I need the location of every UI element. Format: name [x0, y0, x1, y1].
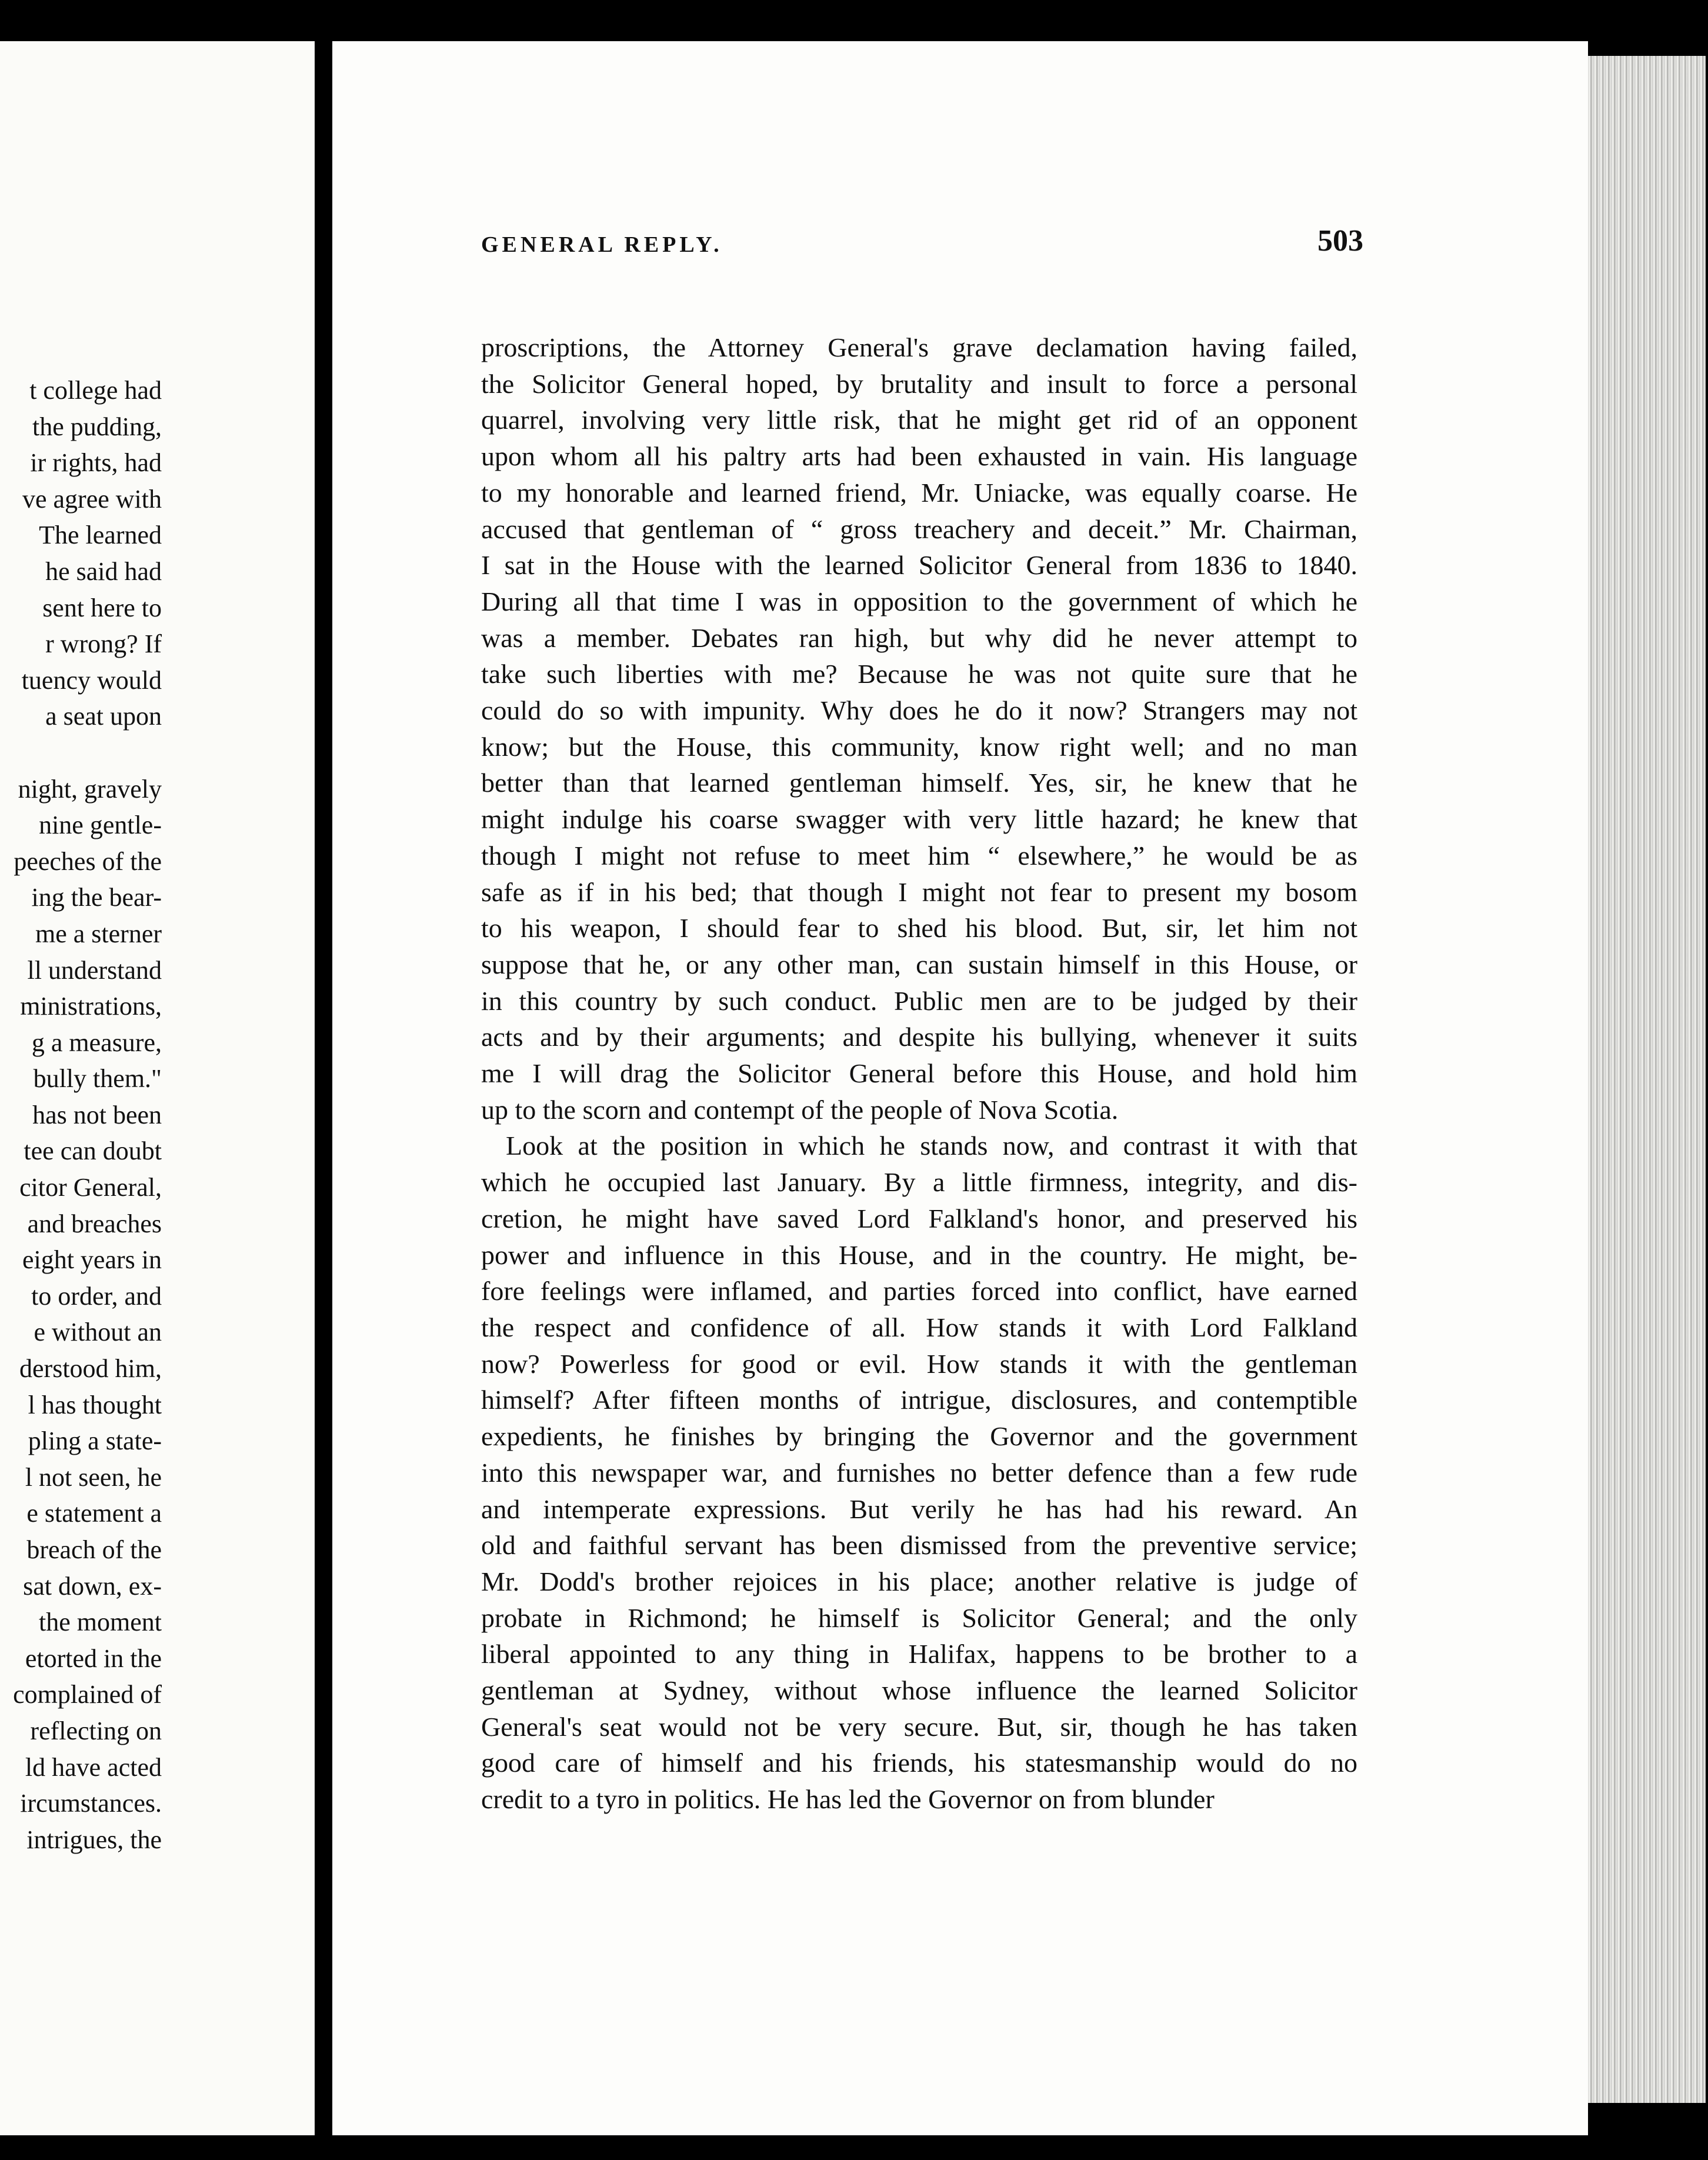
text-line: to my honorable and learned friend, Mr. Uniacke, was equally coarse. He	[481, 477, 1357, 508]
left-page-line: e without an	[34, 1318, 162, 1347]
text-line: me I will drag the Solicitor General before this House, and hold him	[481, 1058, 1357, 1089]
text-line: accused that gentleman of “ gross treachery and deceit.” Mr. Chairman,	[481, 514, 1357, 544]
text-line: now? Powerless for good or evil. How stands it with the gentleman	[481, 1348, 1357, 1379]
text-line: Mr. Dodd's brother rejoices in his place; another relative is judge of	[481, 1566, 1357, 1596]
left-page-line: intrigues, the	[26, 1825, 162, 1854]
text-line: was a member. Debates ran high, but why did he never attempt to	[481, 622, 1357, 653]
left-page-line: peeches of the	[14, 846, 162, 876]
left-page-line: a seat upon	[45, 702, 162, 731]
text-line: old and faithful servant has been dismissed from the preventive service;	[481, 1530, 1357, 1561]
left-page-line: eight years in	[22, 1245, 162, 1275]
left-page-line: the moment	[39, 1608, 162, 1637]
left-page-line: he said had	[45, 556, 162, 586]
left-page-line: has not been	[32, 1100, 162, 1129]
left-page-line: l not seen, he	[25, 1462, 162, 1492]
text-line: probate in Richmond; he himself is Solicitor General; and the only	[481, 1602, 1357, 1633]
left-page-line: ing the bear-	[31, 883, 162, 912]
left-page-line: complained of	[13, 1680, 162, 1709]
page-number: 503	[1317, 224, 1363, 258]
text-line: up to the scorn and contempt of the people of Nova Scotia.	[481, 1094, 1119, 1125]
text-line: which he occupied last January. By a little firmness, integrity, and dis-	[481, 1167, 1357, 1198]
left-page-line: me a sterner	[35, 919, 162, 948]
text-line: expedients, he finishes by bringing the Governor and the government	[481, 1421, 1357, 1452]
text-line: the Solicitor General hoped, by brutality and insult to force a personal	[481, 368, 1357, 399]
left-page-line: ve agree with	[22, 484, 162, 514]
text-line: gentleman at Sydney, without whose influence the learned Solicitor	[481, 1675, 1357, 1706]
text-line: fore feelings were inflamed, and parties forced into conflict, have earned	[481, 1276, 1357, 1306]
left-page-line: l has thought	[28, 1390, 162, 1419]
book-gutter	[315, 41, 332, 2135]
left-page-line: ircumstances.	[20, 1789, 162, 1818]
left-page-line: the pudding,	[32, 412, 162, 441]
text-line: himself? After fifteen months of intrigue, disclosures, and contemptible	[481, 1385, 1357, 1415]
left-page-line: bully them."	[33, 1064, 162, 1094]
text-line: power and influence in this House, and in the country. He might, be-	[481, 1239, 1357, 1270]
text-line: could do so with impunity. Why does he do it now? Strangers may not	[481, 695, 1357, 726]
text-line: into this newspaper war, and furnishes no better defence than a few rude	[481, 1457, 1357, 1488]
text-line: cretion, he might have saved Lord Falkland's honor, and preserved his	[481, 1203, 1357, 1234]
text-line: General's seat would not be very secure. But, sir, though he has taken	[481, 1711, 1357, 1742]
left-page-line: t college had	[29, 376, 162, 405]
text-line: better than that learned gentleman himself. Yes, sir, he knew that he	[481, 768, 1357, 798]
left-page-line: sat down, ex-	[23, 1571, 162, 1601]
left-page	[0, 41, 315, 2135]
left-page-line: citor General,	[19, 1173, 162, 1202]
left-page-line: tuency would	[21, 665, 162, 695]
left-page-line: r wrong? If	[45, 629, 162, 659]
left-page-line: tee can doubt	[24, 1136, 162, 1166]
left-page-line: to order, and	[31, 1281, 162, 1311]
text-line: During all that time I was in opposition to the government of which he	[481, 586, 1357, 616]
text-line: in this country by such conduct. Public men are to be judged by their	[481, 985, 1357, 1016]
left-page-line: e statement a	[26, 1499, 162, 1528]
page-header	[481, 224, 1363, 265]
left-page-line: ld have acted	[25, 1752, 162, 1782]
text-line: quarrel, involving very little risk, that he might get rid of an opponent	[481, 405, 1357, 435]
running-head: GENERAL REPLY.	[481, 232, 723, 257]
left-page-line: The learned	[39, 521, 162, 550]
left-page-line: derstood him,	[19, 1354, 162, 1384]
body-text	[481, 329, 1357, 1818]
text-line: good care of himself and his friends, his statesmanship would do no	[481, 1748, 1357, 1778]
left-page-line: breach of the	[26, 1535, 162, 1564]
left-page-line: ir rights, had	[30, 448, 162, 478]
text-line: I sat in the House with the learned Solicitor General from 1836 to 1840.	[481, 550, 1357, 581]
text-line: credit to a tyro in politics. He has led the Governor on from blunder	[481, 1784, 1215, 1815]
left-page-line	[0, 735, 162, 771]
text-line: suppose that he, or any other man, can sustain himself in this House, or	[481, 949, 1357, 979]
text-line: proscriptions, the Attorney General's grave declamation having failed,	[481, 332, 1357, 362]
page-edges	[1588, 56, 1706, 2103]
text-line: know; but the House, this community, know right well; and no man	[481, 731, 1357, 762]
left-page-line: reflecting on	[30, 1716, 162, 1745]
left-page-line: and breaches	[27, 1209, 162, 1238]
left-page-line: ministrations,	[20, 992, 162, 1021]
text-line: though I might not refuse to meet him “ elsewhere,” he would be as	[481, 840, 1357, 871]
text-line: and intemperate expressions. But verily he has had his reward. An	[481, 1494, 1357, 1524]
left-page-line: night, gravely	[18, 774, 162, 804]
text-line: take such liberties with me? Because he was not quite sure that he	[481, 659, 1357, 689]
text-line: safe as if in his bed; that though I might not fear to present my bosom	[481, 876, 1357, 907]
text-line: acts and by their arguments; and despite his bullying, whenever it suits	[481, 1022, 1357, 1052]
left-page-line: g a measure,	[31, 1028, 162, 1057]
left-page-line: nine gentle-	[39, 811, 162, 840]
left-page-line: ll understand	[27, 955, 162, 985]
left-page-line: etorted in the	[25, 1644, 162, 1673]
text-line: to his weapon, I should fear to shed his blood. But, sir, let him not	[481, 913, 1357, 944]
left-page-line: pling a state-	[28, 1426, 162, 1456]
text-line: upon whom all his paltry arts had been exhausted in vain. His language	[481, 441, 1357, 472]
left-page-text	[0, 372, 162, 1858]
text-line: might indulge his coarse swagger with very little hazard; he knew that	[481, 804, 1357, 835]
text-line: the respect and confidence of all. How stands it with Lord Falkland	[481, 1312, 1357, 1342]
text-line: Look at the position in which he stands now, and contrast it with that	[506, 1131, 1357, 1161]
text-line: liberal appointed to any thing in Halifax, happens to be brother to a	[481, 1639, 1357, 1669]
left-page-line: sent here to	[42, 593, 162, 622]
